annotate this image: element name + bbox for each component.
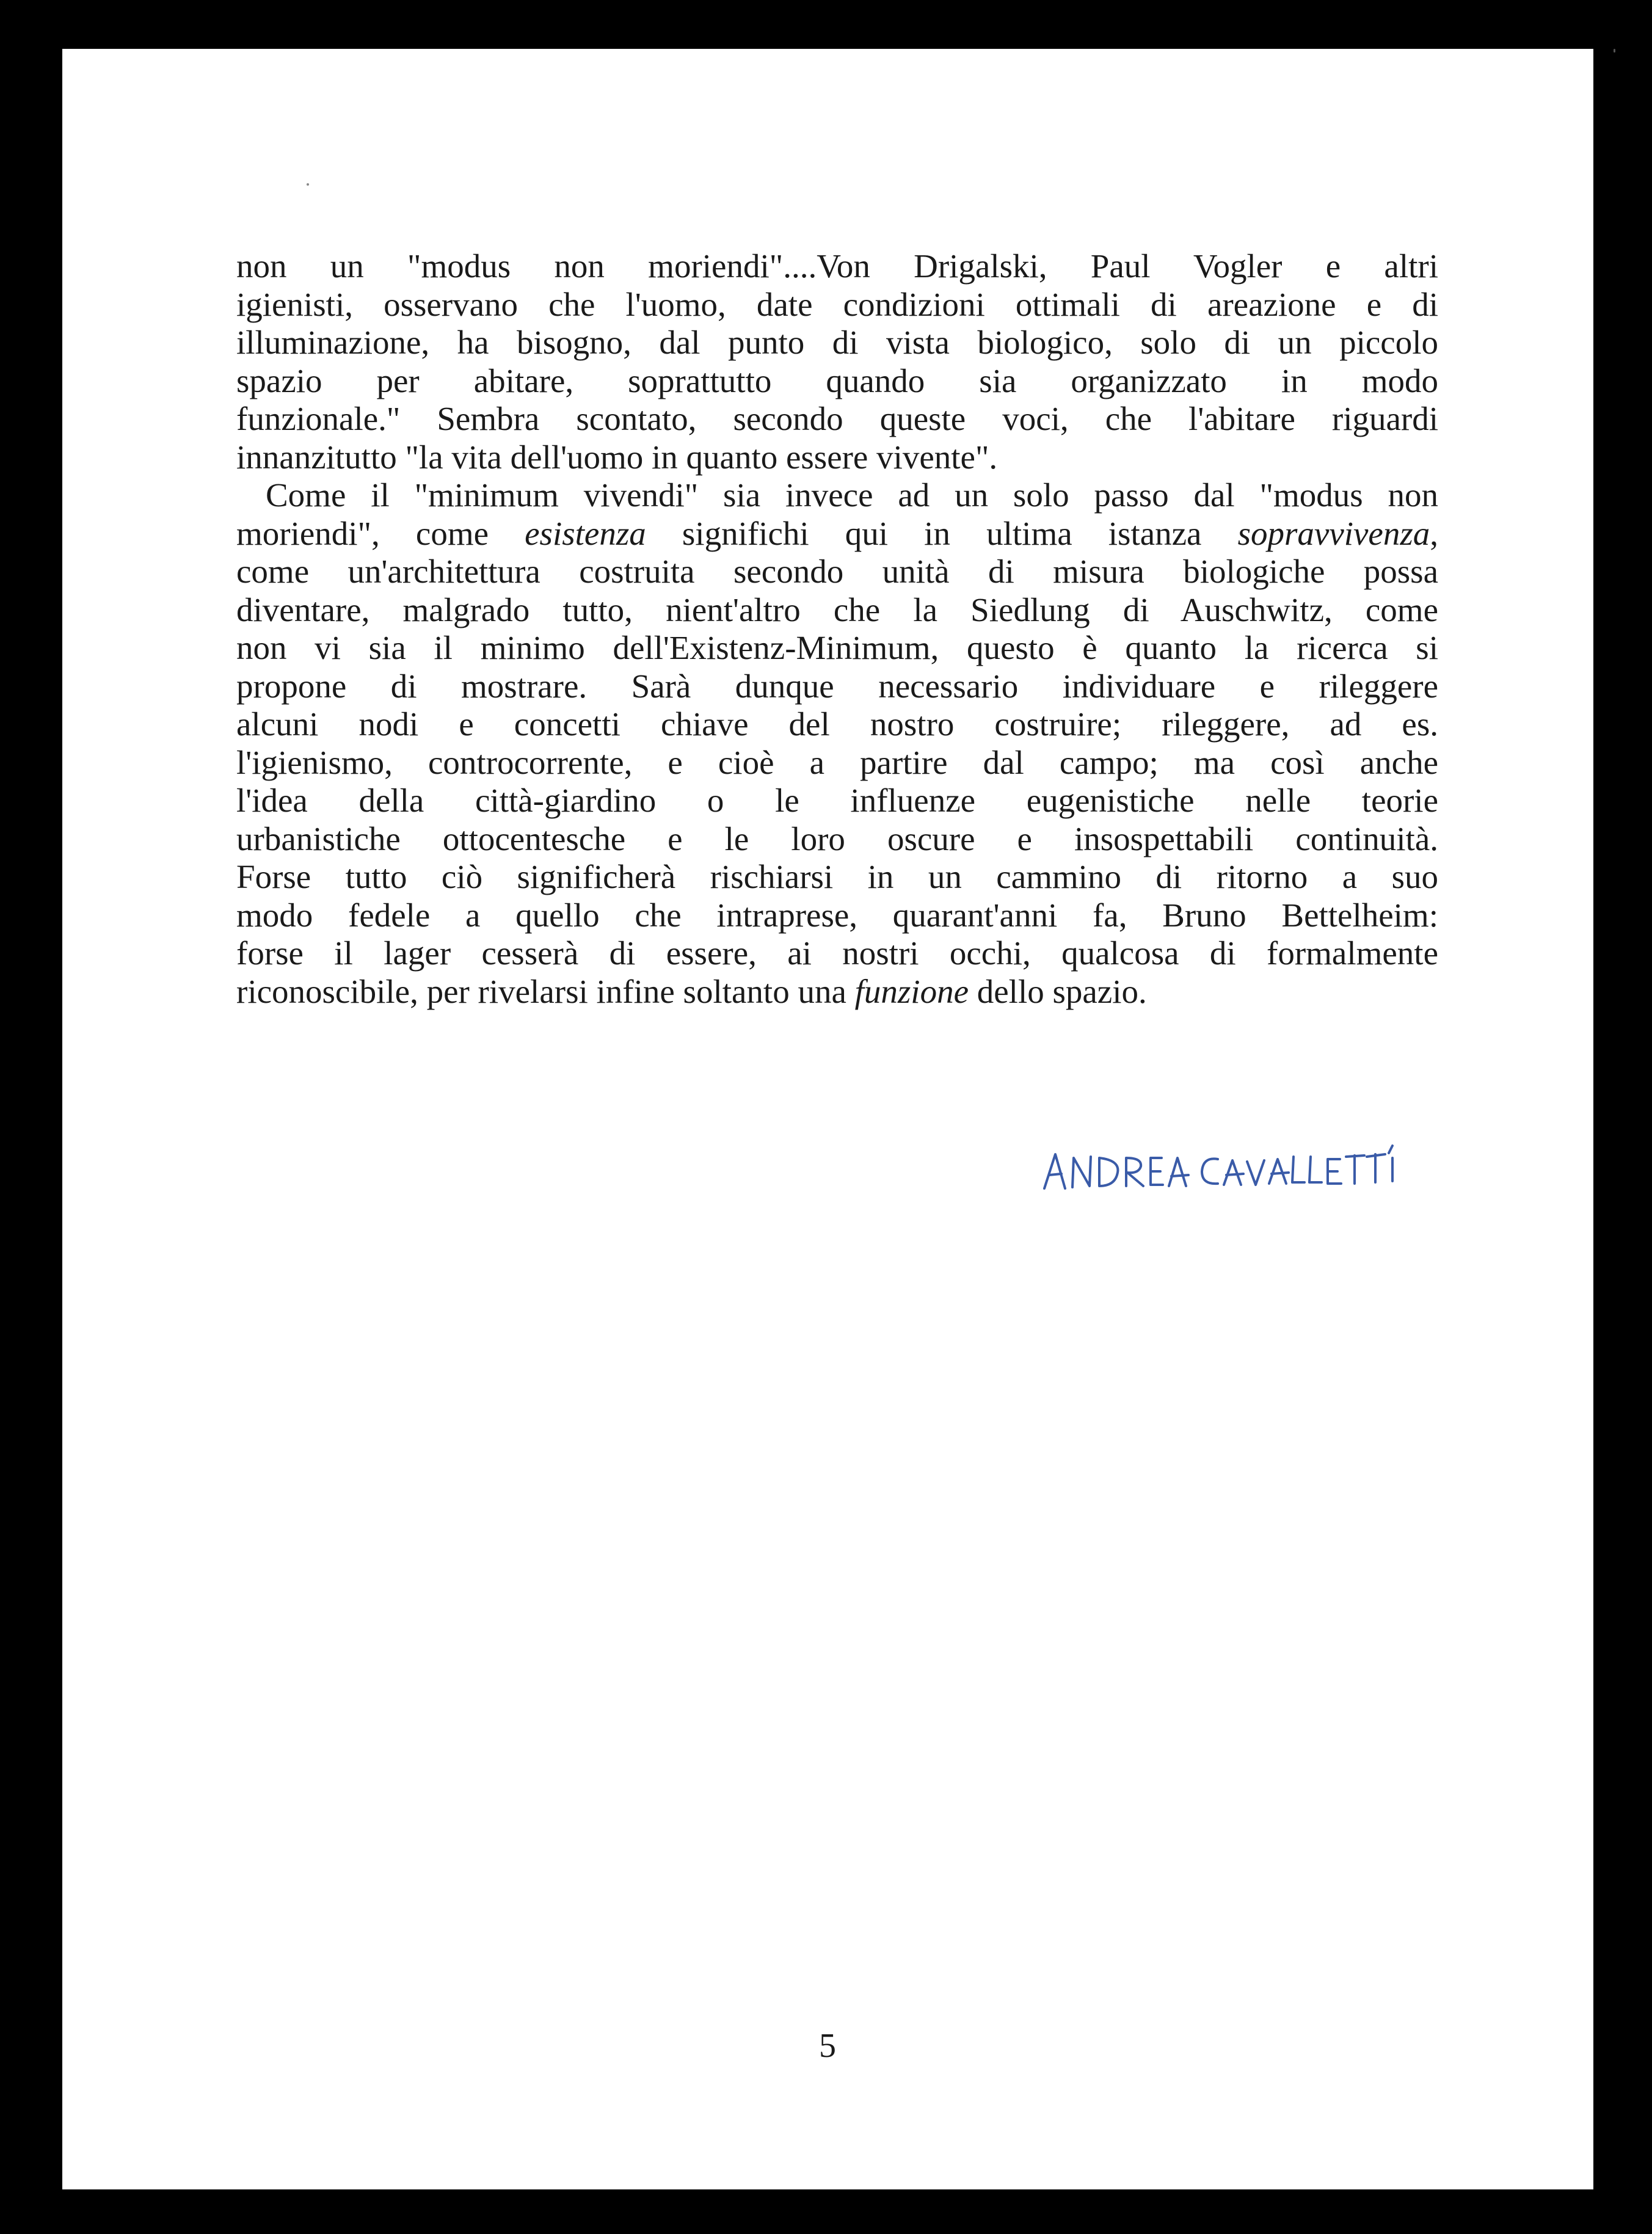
text-line [236,973,1438,1011]
text-line [236,858,1438,897]
text-line: non un "modus non moriendi"....Von Drigalski, Paul Vogler e altri [236,247,1438,285]
text-segment: l'idea della città-giardino o le influenze eugenistiche nelle teorie [236,782,1438,819]
text-line [236,668,1438,706]
text-line [236,629,1438,668]
text-segment: non vi sia il minimo dell'Existenz-Minimum, questo è quanto la ricerca si [236,629,1438,666]
text-segment: Come il "minimum vivendi" sia invece ad un solo passo dal "modus non [266,476,1438,514]
text-segment: Forse tutto ciò significherà rischiarsi in un cammino di ritorno a suo [236,858,1438,895]
text-line [236,934,1438,973]
dust-speck [307,183,309,186]
text-segment: modo fedele a quello che intraprese, quarant'anni fa, Bruno Bettelheim: [236,896,1438,934]
text-segment: dello spazio. [969,972,1147,1010]
text-line: igienisti, osservano che l'uomo, date condizioni ottimali di areazione e di [236,285,1438,323]
text-line [236,553,1438,591]
page-number: 5 [819,2027,836,2065]
paper-sheet [62,49,1593,2189]
text-segment: l'igienismo, controcorrente, e cioè a partire dal campo; ma così anche [236,743,1438,781]
handwritten-signature [1039,1129,1430,1196]
body-text [236,247,1438,1011]
text-line [236,820,1438,859]
text-segment: come un'architettura costruita secondo unità di misura biologiche possa [236,553,1438,590]
text-line [236,515,1438,553]
text-segment: urbanistiche ottocentesche e le loro oscure e insospettabili continuità. [236,820,1438,857]
text-segment: riconoscibile, per rivelarsi infine soltanto una [236,972,855,1010]
text-segment: significhi qui in ultima istanza [646,514,1238,552]
text-segment: moriendi", come [236,514,525,552]
italic-term: esistenza [525,514,646,552]
text-line [236,782,1438,820]
text-line: innanzitutto "la vita dell'uomo in quanto essere vivente". [236,438,998,476]
text-segment: , [1430,514,1438,552]
text-line [236,591,1438,630]
text-line: funzionale." Sembra scontato, secondo queste voci, che l'abitare riguardi [236,400,1438,437]
italic-term: funzione [854,972,969,1010]
text-line: illuminazione, ha bisogno, dal punto di vista biologico, solo di un piccolo [236,324,1438,361]
text-line [236,705,1438,744]
text-segment: forse il lager cesserà di essere, ai nostri occhi, qualcosa di formalmente [236,934,1438,972]
text-segment: propone di mostrare. Sarà dunque necessario individuare e rileggere [236,667,1438,705]
italic-term: sopravvivenza [1237,514,1430,552]
text-line: spazio per abitare, soprattutto quando sia organizzato in modo [236,362,1438,399]
text-segment: diventare, malgrado tutto, nient'altro che la Siedlung di Auschwitz, come [236,591,1438,628]
text-line [236,476,1438,515]
text-line [236,744,1438,782]
text-segment: alcuni nodi e concetti chiave del nostro costruire; rileggere, ad es. [236,705,1438,743]
dust-speck [1614,49,1615,53]
text-line [236,897,1438,935]
